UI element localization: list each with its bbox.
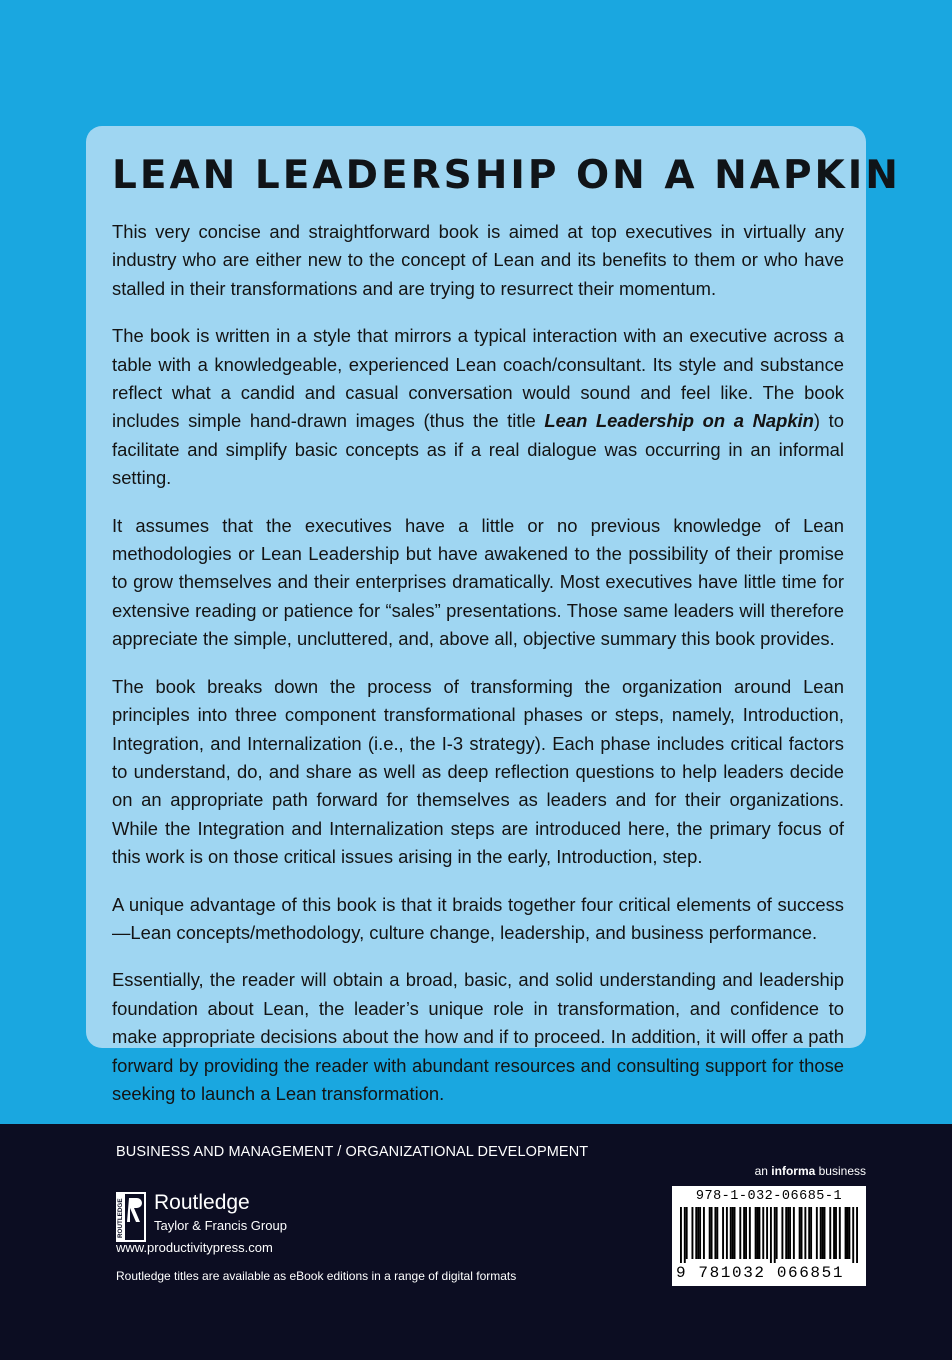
barcode-bar	[787, 1207, 789, 1259]
barcode-bar	[801, 1207, 803, 1259]
publisher-name: Routledge	[154, 1191, 250, 1214]
barcode-bar	[749, 1207, 751, 1259]
barcode-bar	[703, 1207, 705, 1259]
barcode-bar	[697, 1207, 699, 1259]
paragraph-2-text-end: ) to facilitate and simplify basic concepts as if a real dialogue was occurring in an informal setting.	[112, 410, 844, 489]
barcode-bar	[686, 1207, 688, 1259]
website-link[interactable]: www.productivitypress.com	[116, 1240, 273, 1255]
barcode-bar	[856, 1207, 858, 1263]
barcode-bar	[845, 1207, 847, 1259]
barcode-bar	[799, 1207, 801, 1259]
barcode-bar	[699, 1207, 701, 1259]
barcode-bar	[732, 1207, 734, 1259]
barcode-bar	[714, 1207, 716, 1259]
barcode-bar	[684, 1207, 686, 1263]
barcode-bar	[739, 1207, 741, 1259]
barcode-bar	[680, 1207, 682, 1263]
publisher-group: Taylor & Francis Group	[154, 1218, 287, 1233]
barcode-bars	[680, 1207, 858, 1263]
barcode-bar	[758, 1207, 760, 1259]
barcode-bar	[829, 1207, 831, 1259]
book-description	[112, 218, 844, 1127]
informa-suffix: business	[815, 1164, 866, 1178]
barcode-bar	[781, 1207, 783, 1259]
barcode-bar	[808, 1207, 810, 1259]
barcode-bar	[776, 1207, 778, 1259]
description-paragraph-2	[112, 322, 844, 492]
isbn-barcode-digits: 9 781032 066851	[676, 1264, 845, 1282]
barcode-bar	[810, 1207, 812, 1259]
italic-book-title: Lean Leadership on a Napkin	[544, 410, 814, 432]
barcode-bar	[716, 1207, 718, 1259]
paragraph-2-text-start: The book is written in a style that mirrors a typical interaction with an executive across a table with a knowledgeable, experienced Lean coach/consultant. Its style and substance reflect what a candid and casual conversation would sound and feel like. The book includes simple hand-drawn images (thus the title	[112, 325, 844, 432]
isbn-barcode	[672, 1186, 866, 1286]
barcode-bar	[804, 1207, 806, 1259]
subject-category: BUSINESS AND MANAGEMENT / ORGANIZATIONAL DEVELOPMENT	[116, 1144, 589, 1160]
informa-brand: informa	[771, 1164, 816, 1178]
barcode-bar	[711, 1207, 713, 1259]
barcode-bar	[745, 1207, 747, 1259]
routledge-logo	[116, 1192, 287, 1242]
barcode-bar	[848, 1207, 850, 1259]
barcode-bar	[757, 1207, 759, 1259]
barcode-bar	[839, 1207, 841, 1259]
ebook-note: Routledge titles are available as eBook editions in a range of digital formats	[116, 1269, 517, 1283]
informa-prefix: an	[754, 1164, 772, 1178]
barcode-bar	[820, 1207, 822, 1259]
barcode-bar	[730, 1207, 732, 1259]
barcode-bar	[695, 1207, 697, 1259]
barcode-bar	[722, 1207, 724, 1259]
barcode-bar	[766, 1207, 768, 1259]
barcode-bar	[785, 1207, 787, 1259]
description-paragraph-6: Essentially, the reader will obtain a broad, basic, and solid understanding and leadership foundation about Lean, the leader’s unique role in transformation, and confidence to make appropriate decisions about the how and if to proceed. In addition, it will offer a path forward by providing the reader with abundant resources and consulting support for those seeking to launch a Lean transformation.	[112, 969, 844, 1104]
barcode-bar	[847, 1207, 849, 1259]
routledge-logo-mark-icon	[116, 1192, 146, 1242]
barcode-bar	[816, 1207, 818, 1259]
barcode-bar	[770, 1207, 772, 1263]
logo-mark-text: ROUTLEDGE	[117, 1198, 124, 1238]
barcode-bar	[793, 1207, 795, 1259]
barcode-bar	[822, 1207, 824, 1259]
barcode-bar	[762, 1207, 764, 1259]
barcode-bar	[709, 1207, 711, 1259]
description-paragraph-4: The book breaks down the process of transforming the organization around Lean principles into three component transformational phases or steps, namely, Introduction, Integration, and Internalization (i.e., the I-3 strategy). Each phase includes critical factors to understand, do, and share as well as deep reflection questions to help leaders decide on an appropriate path forward for themselves as leaders and for their organizations. While the Integration and Internalization steps are introduced here, the primary focus of this work is on those critical issues arising in the early, Introduction, step.	[112, 675, 844, 868]
barcode-bar	[789, 1207, 791, 1259]
isbn-text: 978-1-032-06685-1	[695, 1189, 843, 1204]
barcode-bar	[852, 1207, 854, 1263]
description-paragraph-3: It assumes that the executives have a little or no previous knowledge of Lean methodologies or Lean Leadership but have awakened to the possibility of their promise to grow themselves and their enterprises dramatically. Most executives have little time for extensive reading or patience for “sales” presentations. Those same leaders will therefore appreciate the simple, uncluttered, and, above all, objective summary this book provides.	[112, 514, 844, 650]
description-paragraph-1: This very concise and straightforward book is aimed at top executives in virtually any industry who are either new to the concept of Lean and its benefits to them or who have stalled in their transformations and are trying to resurrect their momentum.	[112, 221, 844, 299]
barcode-bar	[734, 1207, 736, 1259]
barcode-bar	[833, 1207, 835, 1259]
barcode-bar	[774, 1207, 776, 1263]
barcode-bar	[743, 1207, 745, 1259]
book-title: LEAN LEADERSHIP ON A NAPKIN	[112, 153, 901, 198]
description-paragraph-5: A unique advantage of this book is that it braids together four critical elements of success—Lean concepts/methodology, culture change, leadership, and business performance.	[112, 893, 844, 943]
barcode-bar	[824, 1207, 826, 1259]
barcode-bar	[755, 1207, 757, 1259]
footer-band	[0, 1124, 952, 1360]
barcode-bar	[835, 1207, 837, 1259]
barcode-bar	[691, 1207, 693, 1259]
informa-tagline	[755, 1164, 866, 1178]
barcode-bar	[726, 1207, 728, 1259]
